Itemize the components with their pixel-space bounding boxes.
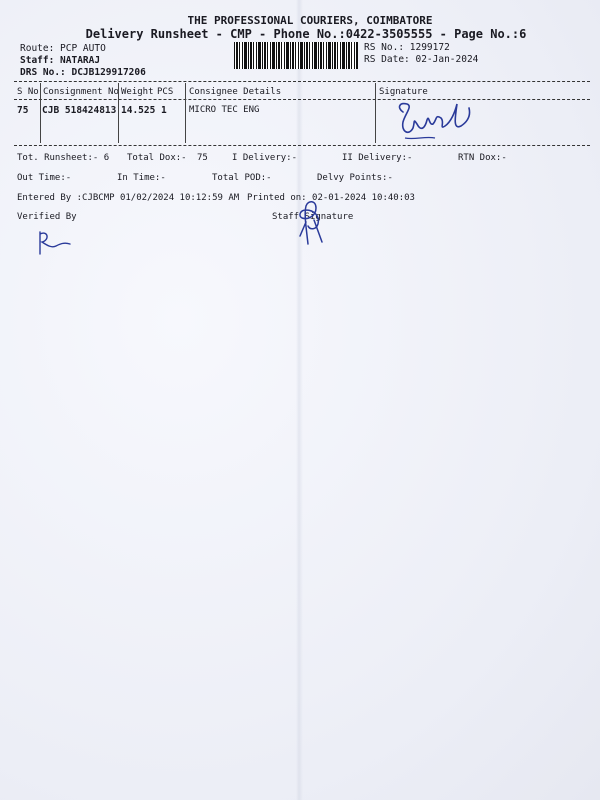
staff-signature-label: Staff Signature — [272, 212, 354, 222]
rs-date: RS Date: 02-Jan-2024 — [364, 54, 479, 65]
staff-signature — [292, 196, 330, 248]
staff-label: Staff: NATARAJ — [20, 55, 101, 66]
drs-number: DRS No.: DCJB129917206 — [20, 67, 146, 78]
verified-by-label: Verified By — [17, 212, 77, 222]
col-header-sno: S No — [17, 87, 39, 97]
col-divider — [40, 83, 41, 143]
col-header-consignee: Consignee Details — [189, 87, 282, 97]
col-divider — [118, 83, 119, 143]
total-pod: Total POD:- — [212, 173, 272, 183]
col-header-pcs: PCS — [157, 87, 174, 97]
out-time: Out Time:- — [17, 173, 72, 183]
delvy-points: Delvy Points:- — [317, 173, 393, 183]
i-delivery: I Delivery:- — [232, 153, 298, 163]
verifier-signature — [34, 228, 74, 258]
ii-delivery: II Delivery:- — [342, 153, 413, 163]
total-dox-label: Total Dox:- — [127, 153, 187, 163]
table-header-rule — [14, 99, 590, 100]
table-top-rule — [14, 81, 590, 82]
in-time: In Time:- — [117, 173, 166, 183]
row-weight: 14.525 — [121, 105, 156, 116]
row-pcs: 1 — [161, 105, 167, 116]
tot-runsheet: Tot. Runsheet:- 6 — [17, 153, 110, 163]
row-consignment: CJB 518424813 — [42, 105, 117, 116]
col-header-weight: Weight — [121, 87, 154, 97]
total-dox-value: 75 — [197, 153, 208, 163]
row-sno: 75 — [17, 105, 29, 116]
col-divider — [375, 83, 376, 143]
entered-by: Entered By :CJBCMP 01/02/2024 10:12:59 AM — [17, 193, 240, 203]
route-label: Route: PCP AUTO — [20, 43, 106, 54]
col-header-signature: Signature — [379, 87, 428, 97]
printed-on: Printed on: 02-01-2024 10:40:03 — [247, 193, 415, 203]
rs-number: RS No.: 1299172 — [364, 42, 450, 53]
runsheet-subtitle: Delivery Runsheet - CMP - Phone No.:0422-3505555 - Page No.:6 — [85, 27, 527, 41]
recipient-signature — [395, 100, 475, 148]
col-divider — [185, 83, 186, 143]
col-header-consignment: Consignment No — [43, 87, 119, 97]
company-title: THE PROFESSIONAL COURIERS, COIMBATORE — [187, 14, 433, 27]
barcode — [234, 42, 358, 69]
row-consignee: MICRO TEC ENG — [189, 105, 260, 115]
rtn-dox: RTN Dox:- — [458, 153, 507, 163]
table-bottom-rule — [14, 145, 590, 146]
